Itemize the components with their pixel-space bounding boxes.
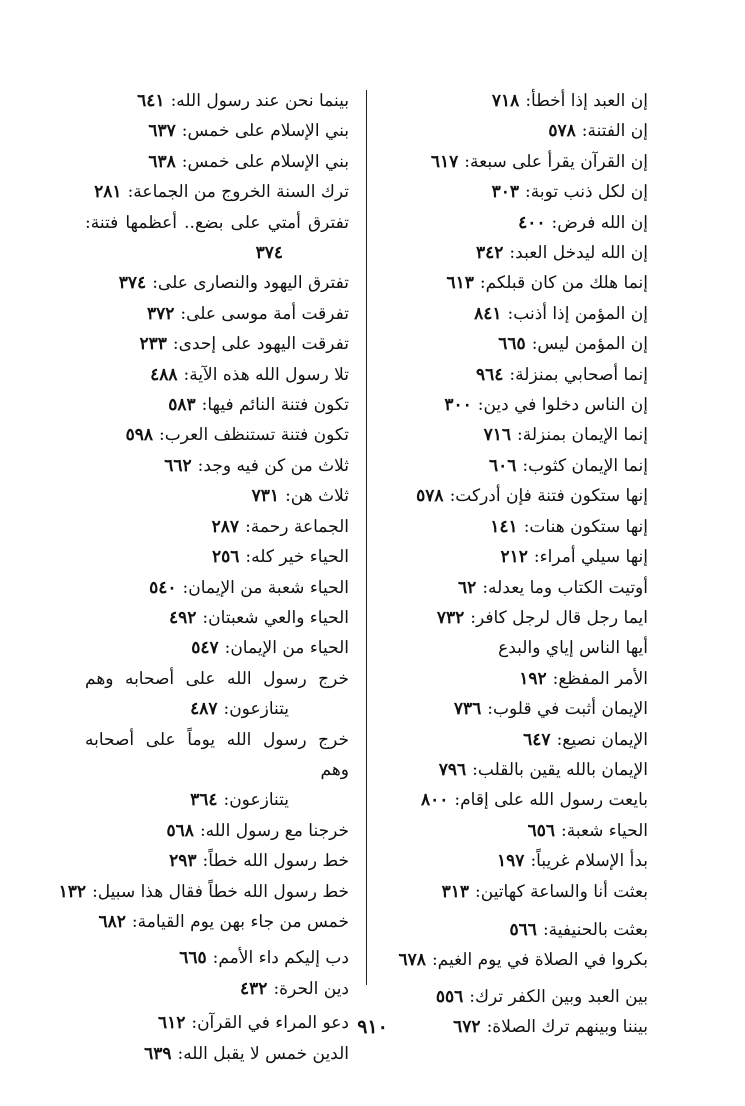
- entry-text: إن الله فرض:: [551, 212, 648, 233]
- entry-page: ٦٢: [458, 577, 477, 598]
- entry-page: ٦٤٧: [523, 729, 551, 750]
- index-entry: [85, 390, 349, 420]
- entry-text: تلا رسول الله هذه الآية:: [183, 364, 349, 385]
- entry-page: ٤٣٢: [240, 978, 268, 999]
- index-entry: [85, 633, 349, 663]
- index-entry: [400, 299, 648, 329]
- entry-text: تفرقت أمة موسى على:: [180, 303, 349, 324]
- index-entry: [85, 816, 349, 846]
- entry-page: ٦١٣: [446, 273, 474, 294]
- entry-text: بعثت أنا والساعة كهاتين:: [475, 881, 648, 902]
- entry-text: دب إليكم داء الأمم:: [212, 948, 349, 969]
- index-entry: [400, 329, 648, 359]
- entry-page: ١٩٧: [497, 851, 525, 872]
- index-entry: [400, 573, 648, 603]
- entry-page: ٦١٢: [157, 1013, 186, 1034]
- index-entry: [58, 877, 349, 907]
- index-entry: [400, 982, 648, 1012]
- entry-page: ٦٤١: [137, 91, 165, 111]
- entry-text: ثلاث من كن فيه وجد:: [197, 455, 349, 476]
- index-entry: [85, 542, 349, 572]
- page-number: ٩١٠: [357, 1016, 388, 1038]
- entry-text: بايعت رسول الله على إقام:: [454, 790, 648, 811]
- entry-text: ترك السنة الخروج من الجماعة:: [127, 182, 349, 203]
- entry-page: ٦٦٥: [498, 334, 526, 355]
- index-entry: [85, 1039, 349, 1069]
- entry-text: خمس من جاء بهن يوم القيامة:: [131, 911, 349, 932]
- entry-text: الدين خمس لا يقبل الله:: [177, 1043, 349, 1064]
- entry-page: ٣١٣: [441, 881, 470, 902]
- index-entry: [85, 299, 349, 329]
- index-entry: [85, 177, 349, 207]
- entry-text: دين الحرة:: [273, 978, 349, 999]
- index-entry: [400, 755, 648, 785]
- entry-text: إنها سيلي أمراء:: [533, 547, 648, 568]
- entry-page: ٢٨١: [94, 182, 122, 203]
- entry-page: ٢٣٣: [139, 334, 167, 355]
- entry-text: الجماعة رحمة:: [245, 516, 349, 537]
- entry-page: ١٤١: [490, 516, 518, 537]
- entry-page: ٥٧٨: [416, 486, 444, 507]
- index-entry: [400, 177, 648, 207]
- entry-page: ٧٩٦: [438, 759, 467, 780]
- entry-text: الحياء شعبة:: [560, 820, 648, 841]
- entry-text: إنها ستكون فتنة فإن أدركت:: [449, 486, 648, 507]
- entry-page: ٥٥٦: [435, 986, 464, 1007]
- entry-page: ٦٦٥: [179, 948, 207, 969]
- entry-page: ٤٨٧: [190, 699, 218, 720]
- index-entry: [400, 694, 648, 724]
- entry-page: ٣٦٤: [190, 790, 218, 811]
- entry-page: ٢٥٦: [212, 547, 240, 568]
- column-divider: [366, 90, 367, 985]
- index-entry: [400, 238, 648, 268]
- entry-page: ٤٩٢: [169, 607, 197, 628]
- index-entry: [85, 86, 349, 116]
- entry-page: ٩٦٤: [476, 364, 504, 385]
- entry-page: ٣٠٣: [491, 182, 520, 203]
- entry-text: الأمر المفظع:: [552, 668, 648, 689]
- index-entry: [400, 542, 648, 572]
- entry-page: ٥٦٨: [166, 820, 194, 841]
- entry-page: ٣٧٢: [146, 303, 175, 324]
- entry-text: بينما نحن عند رسول الله:: [170, 91, 349, 111]
- entry-page: ٤٠٠: [518, 212, 546, 233]
- index-entry: [400, 725, 648, 755]
- entry-text: إنما الإيمان بمنزلة:: [516, 425, 648, 446]
- entry-page: ٧٣٢: [436, 607, 465, 628]
- entry-page: ٢٨٧: [211, 516, 240, 537]
- entry-text: خط رسول الله خطاً:: [202, 851, 349, 872]
- index-entry: [400, 116, 648, 146]
- entry-text: الحياء شعبة من الإيمان:: [182, 577, 349, 598]
- index-entry: [85, 512, 349, 542]
- entry-text: تفرقت اليهود على إحدى:: [172, 334, 349, 355]
- entry-page: ٣٧٤: [118, 273, 147, 294]
- index-entry: [85, 573, 349, 603]
- index-entry: [400, 208, 648, 238]
- entry-text: إن لكل ذنب توبة:: [525, 182, 648, 203]
- index-entry: [85, 451, 349, 481]
- index-entry: [400, 268, 648, 298]
- entry-text: الإيمان أثبت في قلوب:: [487, 699, 648, 720]
- index-entry: [400, 512, 648, 542]
- index-entry: [85, 116, 349, 146]
- entry-page: ٣٤٢: [476, 243, 504, 264]
- entry-text: أوتيت الكتاب وما يعدله:: [482, 577, 648, 598]
- entry-text: بدأ الإسلام غريباً:: [530, 851, 648, 872]
- entry-text: بني الإسلام على خمس:: [181, 151, 349, 172]
- entry-text: الإيمان بالله يقين بالقلب:: [472, 759, 648, 780]
- entry-text: تفترق اليهود والنصارى على:: [152, 273, 349, 294]
- entry-text: إن الله ليدخل العبد:: [509, 243, 648, 264]
- index-entry: [400, 147, 648, 177]
- entry-text: إن العبد إذا أخطأ:: [525, 91, 648, 111]
- entry-text: تفترق أمتي على بضع.. أعظمها فتنة:: [85, 212, 349, 233]
- index-entry: [400, 785, 648, 815]
- entry-text: الحياء خير كله:: [245, 547, 349, 568]
- entry-text-continuation: يتنازعون:: [223, 790, 289, 811]
- index-entry: [400, 603, 648, 633]
- entry-text: بيننا وبينهم ترك الصلاة:: [486, 1017, 648, 1038]
- entry-text-continuation: يتنازعون:: [223, 699, 289, 720]
- entry-text: الحياء والعي شعبتان:: [202, 607, 349, 628]
- entry-page: ٣٠٠: [444, 395, 472, 416]
- entry-page: ٢١٢: [500, 547, 528, 568]
- entry-text: أيها الناس إياي والبدع: [498, 638, 648, 659]
- index-entry: [400, 481, 648, 511]
- index-column-right: [400, 86, 648, 1043]
- index-entry: [400, 420, 648, 450]
- index-entry: [85, 147, 349, 177]
- entry-page: ٧٣١: [251, 486, 280, 507]
- entry-text: إن الناس دخلوا في دين:: [477, 395, 648, 416]
- entry-page: ٥٧٨: [548, 121, 576, 142]
- entry-text: الحياء من الإيمان:: [224, 638, 349, 659]
- index-entry: [85, 974, 349, 1004]
- index-entry: [85, 360, 349, 390]
- entry-page: ١٩٢: [519, 668, 547, 689]
- entry-page: ٦٨٢: [98, 911, 126, 932]
- entry-text: إن المؤمن إذا أذنب:: [507, 303, 648, 324]
- entry-page: ٨٤١: [474, 303, 502, 324]
- index-entry: [400, 451, 648, 481]
- entry-text: خرجنا مع رسول الله:: [199, 820, 349, 841]
- entry-text: دعو المراء في القرآن:: [191, 1013, 349, 1034]
- entry-page: ٧٣٦: [453, 699, 482, 720]
- entry-page: ٦٧٨: [398, 950, 426, 971]
- index-entry: [400, 360, 648, 390]
- entry-page: ٥٨٣: [168, 395, 196, 416]
- index-entry: [400, 816, 648, 846]
- index-entry: [85, 420, 349, 450]
- entry-page: ٢٩٣: [169, 851, 197, 872]
- entry-text: ثلاث هن:: [285, 486, 349, 507]
- entry-text: تكون فتنة النائم فيها:: [201, 395, 349, 416]
- index-entry: [85, 268, 349, 298]
- index-entry: [85, 329, 349, 359]
- entry-page: ٦٥٦: [527, 820, 555, 841]
- entry-text: بين العبد وبين الكفر ترك:: [469, 986, 648, 1007]
- entry-page: ٥٩٨: [125, 425, 153, 446]
- entry-text: إن المؤمن ليس:: [531, 334, 648, 355]
- entry-page: ١٣٢: [58, 881, 87, 902]
- index-entry: [400, 846, 648, 876]
- entry-page: ٥٦٦: [509, 919, 537, 940]
- entry-text: خرج رسول الله يوماً على أصحابه وهم: [85, 729, 349, 780]
- entry-page: ٦٣٨: [148, 151, 176, 172]
- entry-text: خط رسول الله خطاً فقال هذا سبيل:: [92, 881, 349, 902]
- entry-text: إنما الإيمان كثوب:: [522, 455, 648, 476]
- entry-page: ٦٦٢: [164, 455, 192, 476]
- index-entry: [85, 481, 349, 511]
- index-entry: [400, 877, 648, 907]
- entry-text: خرج رسول الله على أصحابه وهم: [85, 668, 349, 689]
- entry-page: ٧١٨: [491, 91, 520, 111]
- entry-page: ٥٤٧: [191, 638, 219, 659]
- entry-page: ٥٤٠: [149, 577, 177, 598]
- index-entry: [85, 846, 349, 876]
- index-entry: [85, 943, 349, 973]
- entry-text: تكون فتنة تستنظف العرب:: [158, 425, 349, 446]
- index-entry: [400, 390, 648, 420]
- index-entry: [400, 945, 648, 975]
- index-column-left: [58, 86, 349, 1069]
- entry-page: ٧١٦: [483, 425, 511, 446]
- entry-text: بكروا في الصلاة في يوم الغيم:: [431, 950, 648, 971]
- entry-text: إن الفتنة:: [581, 121, 648, 142]
- index-entry: [85, 664, 349, 725]
- entry-text: ايما رجل قال لرجل كافر:: [470, 607, 648, 628]
- entry-page: ٤٨٨: [150, 364, 178, 385]
- entry-text: بني الإسلام على خمس:: [181, 121, 349, 142]
- entry-page: ٦٠٦: [488, 455, 517, 476]
- index-entry: [85, 603, 349, 633]
- entry-page: ٦١٧: [430, 151, 459, 172]
- entry-page: ٦٣٩: [144, 1043, 172, 1064]
- index-entry: [400, 633, 648, 663]
- index-entry: [85, 907, 349, 937]
- entry-text: إن القرآن يقرأ على سبعة:: [464, 151, 648, 172]
- index-entry: [85, 208, 349, 269]
- entry-page: ٦٣٧: [148, 121, 176, 142]
- entry-page: ٦٧٢: [453, 1017, 481, 1038]
- entry-text: إنما أصحابي بمنزلة:: [509, 364, 648, 385]
- index-entry: [400, 86, 648, 116]
- index-entry: [400, 664, 648, 694]
- entry-text: بعثت بالحنيفية:: [542, 919, 648, 940]
- index-entry: [400, 915, 648, 945]
- entry-text: إنما هلك من كان قبلكم:: [479, 273, 648, 294]
- entry-text: الإيمان نصيع:: [556, 729, 648, 750]
- entry-page: ٣٧٤: [255, 243, 283, 264]
- index-entry: [85, 725, 349, 816]
- entry-text: إنها ستكون هنات:: [523, 516, 648, 537]
- entry-page: ٨٠٠: [420, 790, 449, 811]
